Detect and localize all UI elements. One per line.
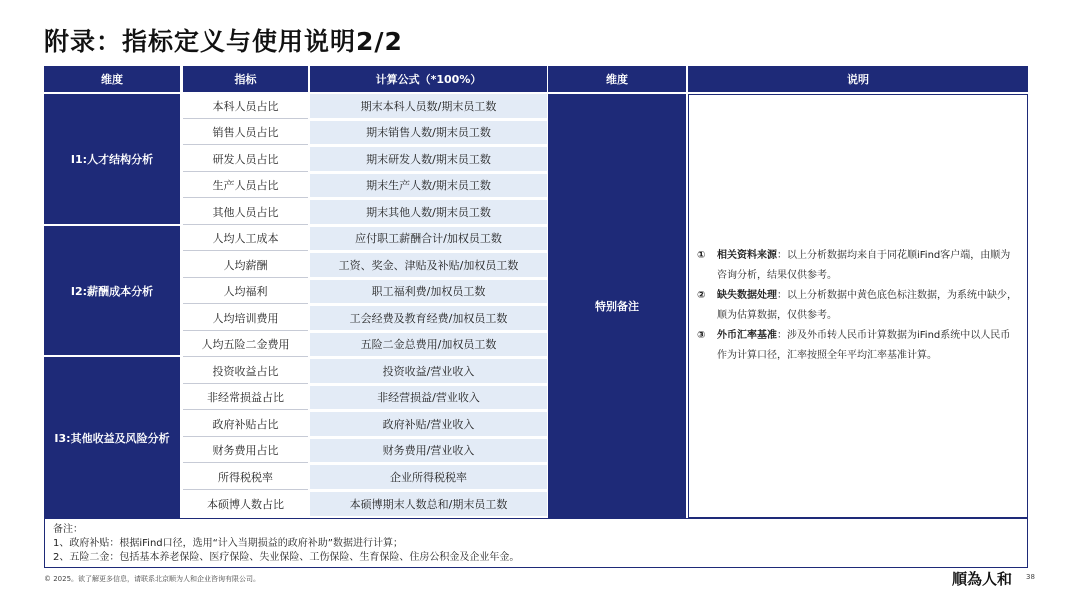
note-text: ：以上分析数据中黄色底色标注数据，为系统中缺少，顺为估算数据，仅供参考。 (717, 290, 1017, 321)
indicator-cell: 本科人员占比 (183, 94, 308, 119)
formula-cell: 本硕博期末人数总和/期末员工数 (310, 492, 547, 517)
note-text: ：涉及外币转人民币计算数据为iFind系统中以人民币作为计算口径，汇率按照全年平均汇率基准计算。 (717, 330, 1011, 361)
indicator-cell: 销售人员占比 (183, 121, 308, 146)
indicator-cell: 人均福利 (183, 280, 308, 305)
header-indicator: 指标 (183, 66, 308, 92)
formula-cell: 期末其他人数/期末员工数 (310, 200, 547, 225)
note-item (697, 246, 1019, 286)
note-item (697, 326, 1019, 366)
explanation-cell (688, 94, 1028, 518)
indicator-cell: 所得税税率 (183, 465, 308, 490)
formula-cell: 应付职工薪酬合计/加权员工数 (310, 227, 547, 252)
formula-cell: 期末本科人员数/期末员工数 (310, 94, 547, 119)
note-heading: 相关资料来源 (717, 250, 777, 261)
footnote-line-1: 1、政府补贴：根据iFind口径，选用“计入当期损益的政府补助”数据进行计算； (53, 538, 403, 549)
indicator-cell: 投资收益占比 (183, 359, 308, 384)
footnote-box (44, 518, 1028, 568)
indicator-cell: 生产人员占比 (183, 174, 308, 199)
footnote-line-2: 2、五险二金：包括基本养老保险、医疗保险、失业保险、工伤保险、生育保险、住房公积金及企业年金。 (53, 552, 520, 563)
note-number: ② (697, 290, 706, 301)
formula-cell: 财务费用/营业收入 (310, 439, 547, 464)
group-other-income-risk: I3:其他收益及风险分析 (44, 357, 180, 518)
header-formula: 计算公式（*100%） (310, 66, 547, 92)
brand-logo: 順為人和 (952, 570, 1013, 588)
indicator-cell: 人均五险二金费用 (183, 333, 308, 358)
indicator-cell: 政府补贴占比 (183, 412, 308, 437)
header-explanation: 说明 (688, 66, 1028, 92)
formula-cell: 企业所得税税率 (310, 465, 547, 490)
note-heading: 缺失数据处理 (717, 290, 777, 301)
formula-cell: 工资、奖金、津贴及补贴/加权员工数 (310, 253, 547, 278)
group-compensation-cost: I2:薪酬成本分析 (44, 226, 180, 355)
formula-cell: 期末研发人数/期末员工数 (310, 147, 547, 172)
page-title: 附录：指标定义与使用说明2/2 (44, 27, 403, 56)
note-text: ：以上分析数据均来自于同花顺iFind客户端，由顺为咨询分析，结果仅供参考。 (717, 250, 1011, 281)
formula-cell: 政府补贴/营业收入 (310, 412, 547, 437)
note-heading: 外币汇率基准 (717, 330, 777, 341)
indicator-cell: 研发人员占比 (183, 147, 308, 172)
note-number: ① (697, 250, 706, 261)
formula-cell: 期末销售人数/期末员工数 (310, 121, 547, 146)
copyright-text: © 2025。欲了解更多信息，请联系北京顺为人和企业咨询有限公司。 (44, 575, 261, 583)
special-remark-cell: 特别备注 (548, 94, 686, 518)
formula-cell: 工会经费及教育经费/加权员工数 (310, 306, 547, 331)
indicator-cell: 本硕博人数占比 (207, 497, 284, 511)
formula-cell: 投资收益/营业收入 (310, 359, 547, 384)
indicator-cell: 其他人员占比 (183, 200, 308, 225)
header-dimension: 维度 (44, 66, 180, 92)
indicator-table (44, 66, 1028, 518)
formula-cell: 五险二金总费用/加权员工数 (310, 333, 547, 358)
note-item (697, 286, 1019, 326)
note-number: ③ (697, 330, 706, 341)
footnote-label: 备注： (53, 524, 83, 535)
header-dimension-2: 维度 (548, 66, 686, 92)
group-talent-structure: I1:人才结构分析 (44, 94, 180, 224)
formula-cell: 期末生产人数/期末员工数 (310, 174, 547, 199)
indicator-cell: 人均培训费用 (183, 306, 308, 331)
page-number: 38 (1026, 573, 1035, 581)
indicator-cell: 人均薪酬 (183, 253, 308, 278)
indicator-cell: 财务费用占比 (183, 439, 308, 464)
formula-cell: 非经营损益/营业收入 (310, 386, 547, 411)
indicator-cell: 人均人工成本 (183, 227, 308, 252)
formula-cell: 职工福利费/加权员工数 (310, 280, 547, 305)
indicator-cell: 非经常损益占比 (183, 386, 308, 411)
